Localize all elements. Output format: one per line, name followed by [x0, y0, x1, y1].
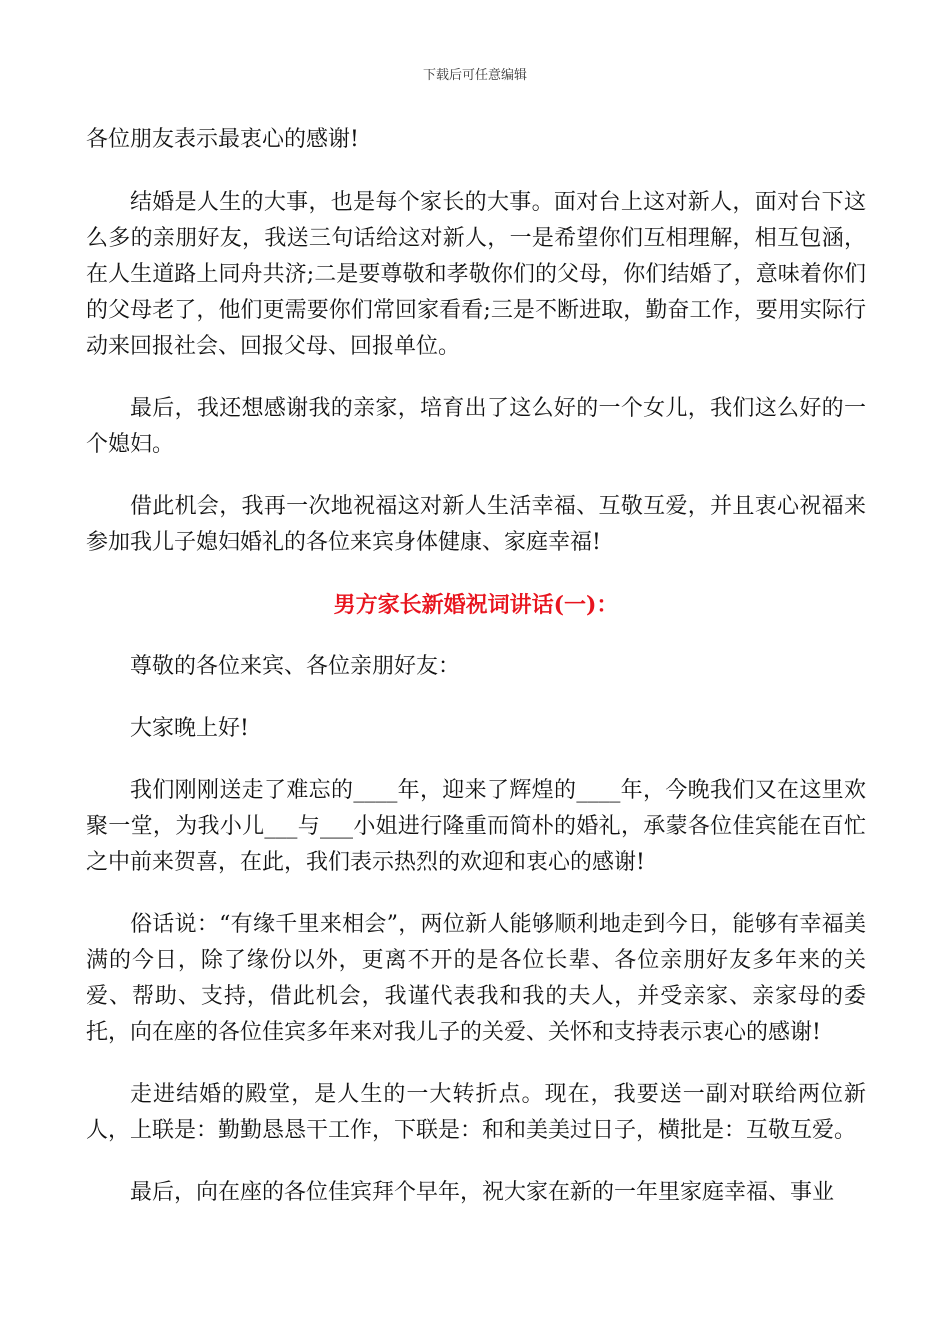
paragraph-couplet: 走进结婚的殿堂，是人生的一大转折点。现在，我要送一副对联给两位新人，上联是：勤勤恳恳干工作，下联是：和和美美过日子，横批是：互敬互爱。 [86, 1082, 866, 1143]
page-header-note: 下载后可任意编辑 [422, 68, 527, 83]
section-title: 男方家长新婚祝词讲话(一)： [333, 592, 619, 618]
paragraph-continuation: 各位朋友表示最衷心的感谢! [86, 127, 359, 152]
paragraph-thanks-in-laws: 最后，我还想感谢我的亲家，培育出了这么好的一个女儿，我们这么好的一个媳妇。 [86, 396, 866, 457]
paragraph-proverb: 俗话说：“有缘千里来相会”，两位新人能够顺利地走到今日，能够有幸福美满的今日，除了缘份以外，更离不开的是各位长辈、各位亲朋好友多年来的关爱、帮助、支持，借此机会，我谨代表我和我的夫人，并受亲家、亲家母的委托，向在座的各位佳宾多年来对我儿子的关爱、关怀和支持表示衷心的感谢! [86, 912, 866, 1045]
paragraph-three-wishes: 结婚是人生的大事，也是每个家长的大事。面对台上这对新人，面对台下这么多的亲朋好友，我送三句话给这对新人，一是希望你们互相理解，相互包涵，在人生道路上同舟共济;二是要尊敬和孝敬你们的父母，你们结婚了，意味着你们的父母老了，他们更需要你们常回家看看;三是不断进取，勤奋工作，要用实际行动来回报社会、回报父母、回报单位。 [86, 190, 866, 359]
document-body [86, 122, 866, 1237]
paragraph-welcome: 我们刚刚送走了难忘的____年，迎来了辉煌的____年，今晚我们又在这里欢聚一堂，为我小儿___与___小姐进行隆重而简朴的婚礼，承蒙各位佳宾能在百忙之中前来贺喜，在此，我们表示热烈的欢迎和衷心的感谢! [86, 778, 866, 875]
paragraph-blessing: 借此机会，我再一次地祝福这对新人生活幸福、互敬互爱，并且衷心祝福来参加我儿子媳妇婚礼的各位来宾身体健康、家庭幸福! [86, 494, 866, 555]
paragraph-greeting: 大家晚上好! [130, 716, 249, 741]
paragraph-salutation: 尊敬的各位来宾、各位亲朋好友： [130, 654, 461, 679]
paragraph-closing: 最后，向在座的各位佳宾拜个早年，祝大家在新的一年里家庭幸福、事业 [130, 1180, 835, 1205]
